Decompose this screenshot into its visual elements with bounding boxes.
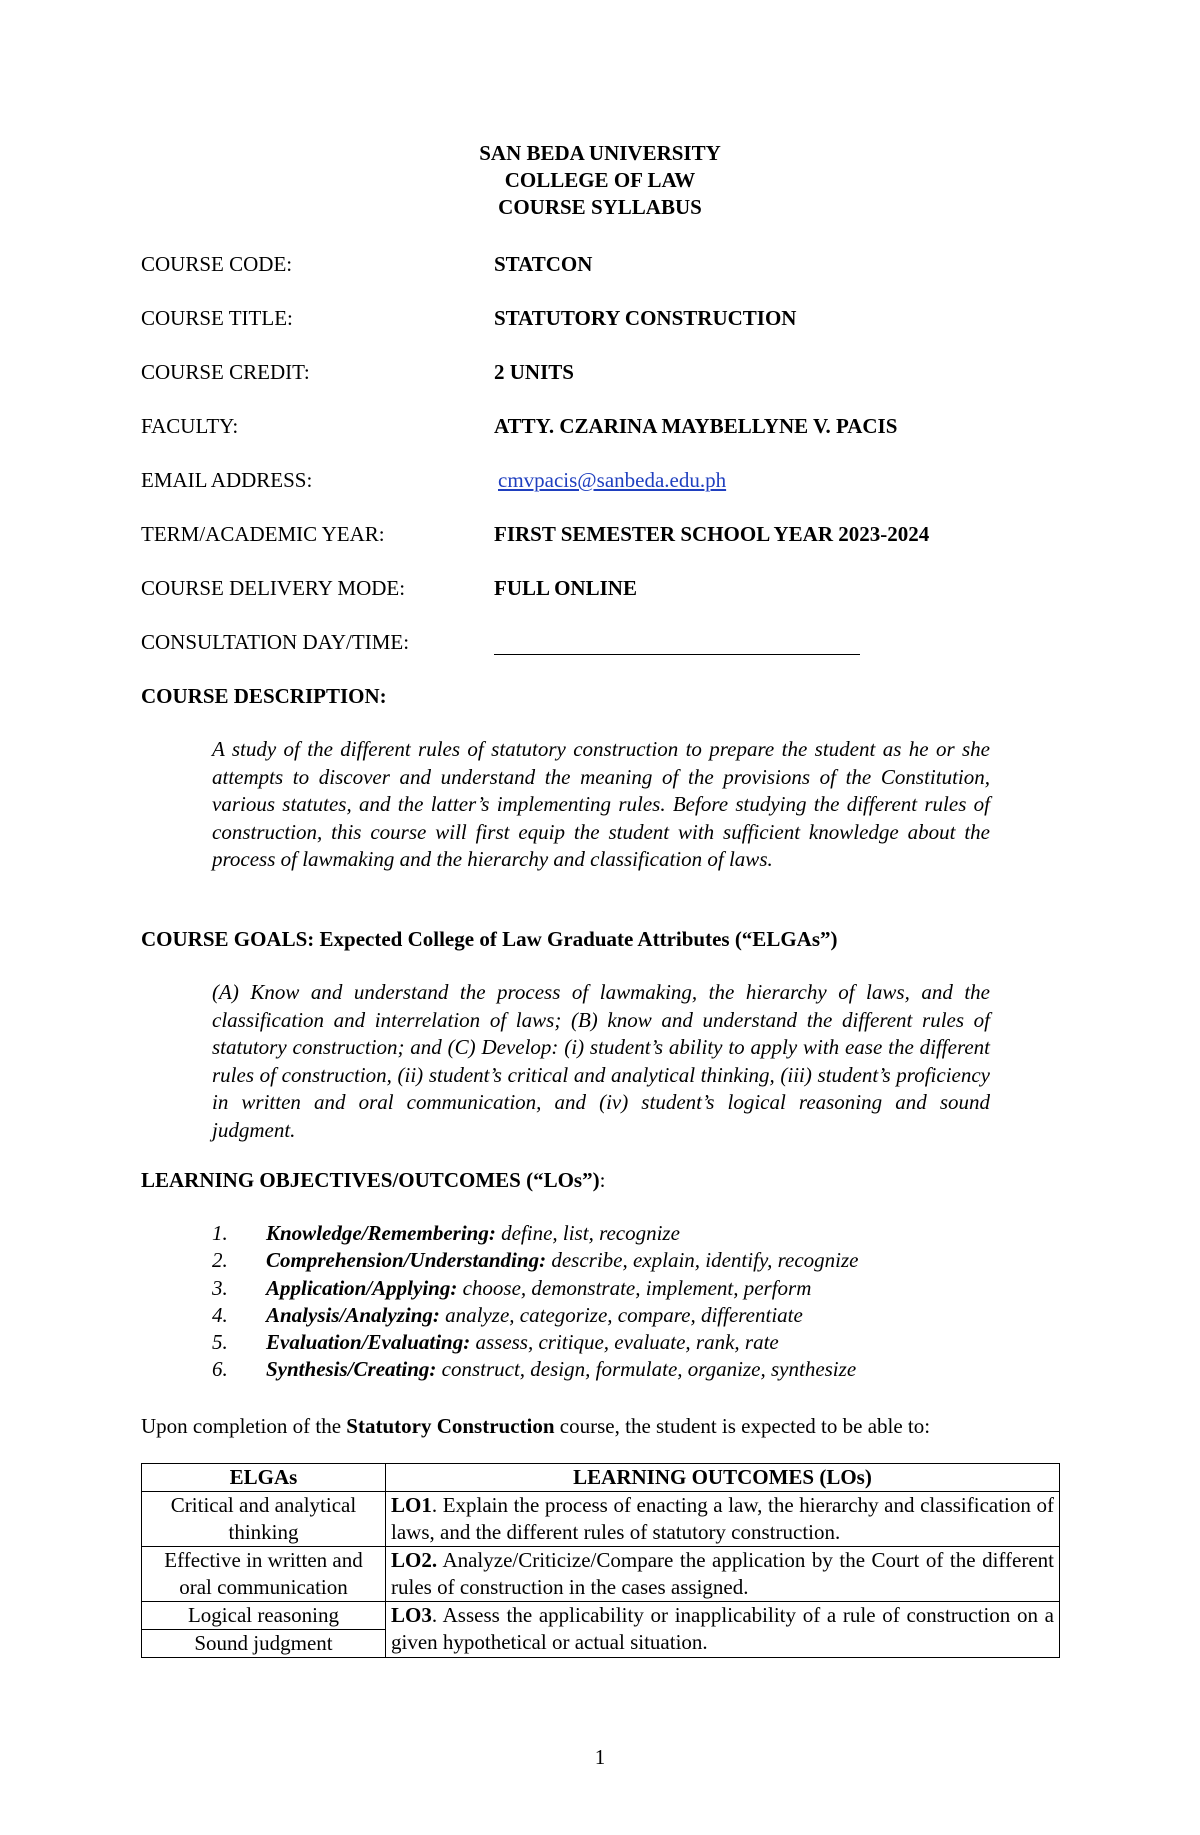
info-value: STATCON xyxy=(494,252,593,276)
item-number: 4. xyxy=(212,1302,228,1327)
item-desc: choose, demonstrate, implement, perform xyxy=(457,1275,812,1300)
lo-text: . Assess the applicability or inapplicability of a rule of construction on a given hypothetical or actual situation. xyxy=(391,1603,1054,1654)
heading-colon: : xyxy=(599,1168,606,1192)
lo-code: LO1 xyxy=(391,1493,432,1517)
university-name: SAN BEDA UNIVERSITY xyxy=(479,141,721,165)
document-type: COURSE SYLLABUS xyxy=(498,195,702,219)
item-name: Analysis/Analyzing: xyxy=(266,1302,440,1327)
item-number: 1. xyxy=(212,1221,228,1245)
item-desc: construct, design, formulate, organize, synthesize xyxy=(436,1357,857,1382)
elga-cell: Effective in written and oral communication xyxy=(142,1547,386,1602)
list-item xyxy=(212,1356,858,1383)
item-name: Knowledge/Remembering: xyxy=(266,1221,496,1245)
table-header-row xyxy=(142,1464,1060,1492)
lo-text: Analyze/Criticize/Compare the application by the Court of the different rules of construction in the cases assigned. xyxy=(391,1548,1054,1599)
item-desc: define, list, recognize xyxy=(495,1221,680,1245)
document-header xyxy=(0,140,1200,221)
info-row-email xyxy=(141,466,1041,520)
lo-code: LO3 xyxy=(391,1603,432,1627)
course-description-text: A study of the different rules of statutory construction to prepare the student as he or she attempts to discover and understand the meaning of the provisions of the Constitution, various statutes, and the latter’s implementing rules. Before studying the different rules of construction, this course will first equip the student with sufficient knowledge about the process of lawmaking and the hierarchy and classification of laws. xyxy=(212,737,990,871)
learning-objectives-title: LEARNING OBJECTIVES/OUTCOMES (“LOs”) xyxy=(141,1168,600,1192)
info-row-course-code xyxy=(141,250,1041,304)
lo-cell xyxy=(386,1602,1060,1658)
email-link[interactable]: cmvpacis@sanbeda.edu.ph xyxy=(498,468,727,492)
info-row-course-credit xyxy=(141,358,1041,412)
item-desc: analyze, categorize, compare, differentiate xyxy=(439,1302,803,1327)
course-info xyxy=(141,250,1041,682)
lo-cell xyxy=(386,1492,1060,1547)
elga-cell: Sound judgment xyxy=(142,1630,386,1658)
item-number: 6. xyxy=(212,1357,228,1382)
list-item xyxy=(212,1275,858,1302)
learning-objectives-list xyxy=(212,1220,858,1384)
column-header-elgas: ELGAs xyxy=(142,1464,386,1492)
completion-statement xyxy=(141,1412,930,1440)
info-label: COURSE TITLE: xyxy=(141,306,293,330)
info-row-course-title xyxy=(141,304,1041,358)
table-row xyxy=(142,1547,1060,1602)
info-value: 2 UNITS xyxy=(494,360,574,384)
info-row-consultation xyxy=(141,628,1041,682)
page-number: 1 xyxy=(594,1745,606,1769)
course-description-heading: COURSE DESCRIPTION: xyxy=(141,684,387,708)
info-label: COURSE CODE: xyxy=(141,252,293,276)
course-goals-text: (A) Know and understand the process of lawmaking, the hierarchy of laws, and the classification and interrelation of laws; (B) know and understand the different rules of statutory construction; and (C) Develop: (i) student’s ability to apply with ease the different rules of construction, (ii) student’s critical and analytical thinking, (iii) student’s proficiency in written and oral communication, and (iv) student’s logical reasoning and sound judgment. xyxy=(212,980,990,1142)
info-row-faculty xyxy=(141,412,1041,466)
lo-code: LO2. xyxy=(391,1548,438,1572)
lo-cell xyxy=(386,1547,1060,1602)
item-number: 2. xyxy=(212,1248,228,1273)
elga-cell: Logical reasoning xyxy=(142,1602,386,1630)
item-desc: assess, critique, evaluate, rank, rate xyxy=(470,1330,779,1355)
info-label: FACULTY: xyxy=(141,414,239,438)
college-name: COLLEGE OF LAW xyxy=(504,168,696,192)
table-row xyxy=(142,1492,1060,1547)
info-value: STATUTORY CONSTRUCTION xyxy=(494,306,797,330)
completion-course: Statutory Construction xyxy=(346,1414,555,1438)
elga-cell: Critical and analytical thinking xyxy=(142,1492,386,1547)
list-item xyxy=(212,1220,858,1247)
item-name: Evaluation/Evaluating: xyxy=(266,1330,471,1355)
item-number: 3. xyxy=(212,1275,228,1300)
column-header-outcomes: LEARNING OUTCOMES (LOs) xyxy=(386,1464,1060,1492)
course-goals-heading: COURSE GOALS: Expected College of Law Graduate Attributes (“ELGAs”) xyxy=(141,927,838,951)
consultation-blank-line xyxy=(494,628,860,655)
info-row-term xyxy=(141,520,1041,574)
completion-suffix: course, the student is expected to be able to: xyxy=(554,1414,931,1438)
item-number: 5. xyxy=(212,1330,228,1355)
info-label: CONSULTATION DAY/TIME: xyxy=(141,630,410,654)
info-label: TERM/ACADEMIC YEAR: xyxy=(141,522,385,546)
item-name: Application/Applying: xyxy=(266,1275,458,1300)
elga-outcomes-table xyxy=(141,1463,1060,1658)
list-item xyxy=(212,1329,858,1356)
info-label: COURSE CREDIT: xyxy=(141,360,310,384)
info-label: EMAIL ADDRESS: xyxy=(141,468,313,492)
lo-text: . Explain the process of enacting a law, the hierarchy and classification of laws, and the different rules of statutory construction. xyxy=(391,1493,1054,1544)
list-item xyxy=(212,1247,858,1274)
info-value: ATTY. CZARINA MAYBELLYNE V. PACIS xyxy=(494,414,898,438)
item-desc: describe, explain, identify, recognize xyxy=(546,1248,859,1273)
info-value: FIRST SEMESTER SCHOOL YEAR 2023-2024 xyxy=(494,522,930,546)
info-value: FULL ONLINE xyxy=(494,576,637,600)
table-row xyxy=(142,1602,1060,1630)
list-item xyxy=(212,1302,858,1329)
item-name: Comprehension/Understanding: xyxy=(266,1248,547,1273)
item-name: Synthesis/Creating: xyxy=(266,1357,437,1382)
completion-prefix: Upon completion of the xyxy=(141,1414,347,1438)
info-row-delivery-mode xyxy=(141,574,1041,628)
info-label: COURSE DELIVERY MODE: xyxy=(141,576,406,600)
learning-objectives-heading xyxy=(141,1166,605,1194)
